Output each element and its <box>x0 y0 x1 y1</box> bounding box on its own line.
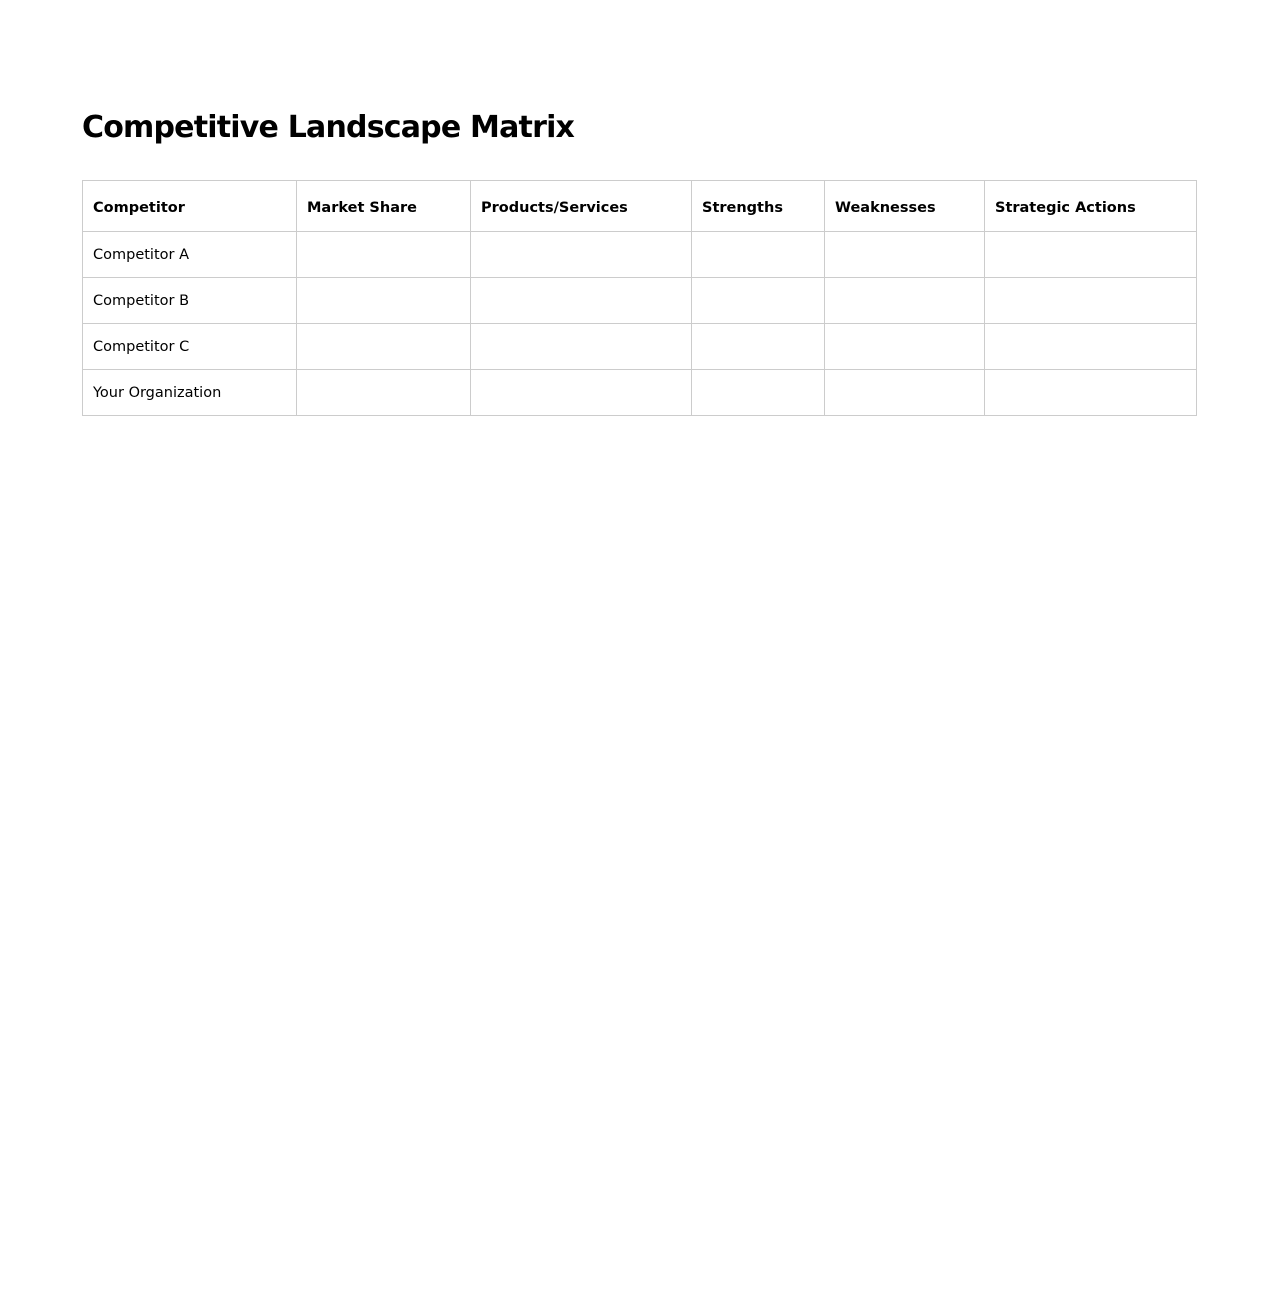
table-cell <box>297 232 471 278</box>
table-cell <box>692 232 825 278</box>
column-header: Weaknesses <box>825 181 985 232</box>
table-header-row <box>83 181 1197 232</box>
table-cell <box>985 232 1197 278</box>
table-row <box>83 278 1197 324</box>
table-cell <box>825 232 985 278</box>
competitor-name-cell: Competitor A <box>83 232 297 278</box>
table-cell <box>985 370 1197 416</box>
table-cell <box>297 370 471 416</box>
table-cell <box>471 370 692 416</box>
table-cell <box>985 324 1197 370</box>
column-header: Products/Services <box>471 181 692 232</box>
column-header: Competitor <box>83 181 297 232</box>
table-cell <box>692 324 825 370</box>
column-header: Strategic Actions <box>985 181 1197 232</box>
page-title: Competitive Landscape Matrix <box>82 110 575 145</box>
table-row <box>83 232 1197 278</box>
column-header: Strengths <box>692 181 825 232</box>
table-cell <box>825 278 985 324</box>
table-cell <box>471 324 692 370</box>
table-cell <box>825 324 985 370</box>
table-cell <box>825 370 985 416</box>
table-cell <box>471 232 692 278</box>
table-cell <box>471 278 692 324</box>
table-cell <box>297 324 471 370</box>
table-cell <box>692 278 825 324</box>
column-header: Market Share <box>297 181 471 232</box>
table-row <box>83 370 1197 416</box>
competitive-matrix-table <box>82 180 1197 416</box>
competitor-name-cell: Your Organization <box>83 370 297 416</box>
table-cell <box>692 370 825 416</box>
table-row <box>83 324 1197 370</box>
table-cell <box>985 278 1197 324</box>
competitor-name-cell: Competitor C <box>83 324 297 370</box>
competitor-name-cell: Competitor B <box>83 278 297 324</box>
table-cell <box>297 278 471 324</box>
